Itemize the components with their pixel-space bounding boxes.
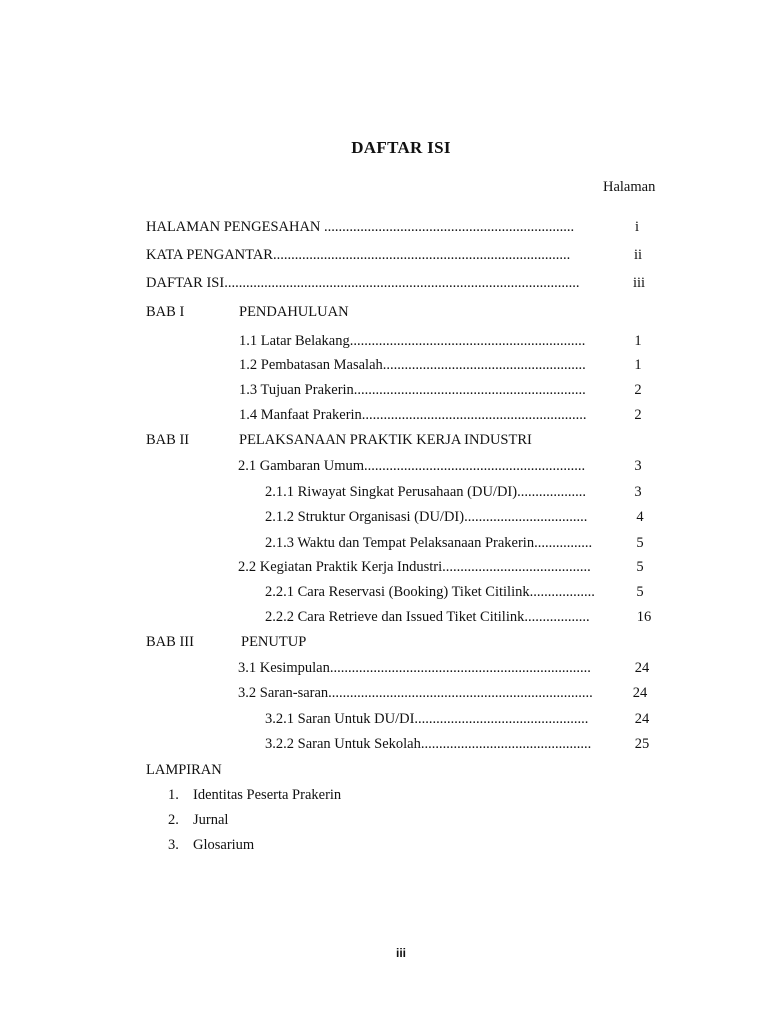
lampiran-item-text: Identitas Peserta Prakerin (193, 787, 342, 803)
toc-entry-page: ii (633, 247, 643, 263)
toc-entry-text: 2.2.2 Cara Retrieve dan Issued Tiket Citilink.................. (265, 609, 590, 625)
lampiran-item-number: 1. (168, 787, 179, 803)
page-title: DAFTAR ISI (351, 138, 451, 157)
toc-entry-text: DAFTAR ISI.................................................................................................. (146, 275, 580, 291)
toc-entry-text: 2.1.1 Riwayat Singkat Perusahaan (DU/DI)................... (265, 484, 586, 500)
toc-entry-page: 4 (636, 509, 644, 525)
toc-entry-page: 24 (632, 685, 648, 701)
toc-entry-text: KATA PENGANTAR.................................................................................. (146, 247, 571, 263)
toc-entry-page: 1 (634, 357, 642, 373)
toc-entry-page: 3 (634, 458, 642, 474)
toc-entry-page: 25 (634, 736, 650, 752)
toc-entry-text: 1.4 Manfaat Prakerin.............................................................. (239, 407, 587, 423)
toc-entry-page: 24 (634, 711, 650, 727)
toc-entry-page: 24 (634, 660, 650, 676)
toc-chapter-title: PENDAHULUAN (239, 304, 349, 320)
toc-entry-text: 3.2 Saran-saran......................................................................... (238, 685, 593, 701)
toc-chapter-number: BAB II (146, 432, 190, 448)
toc-entry-text: HALAMAN PENGESAHAN ..................................................................... (146, 219, 575, 235)
toc-entry-page: iii (632, 275, 646, 291)
toc-chapter-title: PELAKSANAAN PRAKTIK KERJA INDUSTRI (239, 432, 532, 448)
toc-entry-page: 2 (634, 407, 642, 423)
lampiran-item-number: 3. (168, 837, 179, 853)
toc-entry-page: 2 (634, 382, 642, 398)
toc-entry-page: 3 (634, 484, 642, 500)
toc-entry-text: 2.1.2 Struktur Organisasi (DU/DI).................................. (265, 509, 588, 525)
lampiran-item-text: Jurnal (193, 812, 229, 828)
toc-entry-page: 5 (636, 535, 644, 551)
toc-entry-text: 3.2.2 Saran Untuk Sekolah............................................... (265, 736, 592, 752)
toc-entry-page: 16 (636, 609, 652, 625)
toc-entry-text: 3.1 Kesimpulan........................................................................ (238, 660, 591, 676)
lampiran-item-number: 2. (168, 812, 179, 828)
toc-chapter-number: BAB I (146, 304, 185, 320)
toc-entry-text: 2.2.1 Cara Reservasi (Booking) Tiket Citilink.................. (265, 584, 595, 600)
halaman-column-label: Halaman (603, 179, 656, 195)
toc-chapter-number: BAB III (146, 634, 194, 650)
toc-entry-text: 1.3 Tujuan Prakerin................................................................ (239, 382, 586, 398)
toc-entry-page: 5 (636, 559, 644, 575)
lampiran-title: LAMPIRAN (146, 762, 222, 778)
toc-entry-text: 1.2 Pembatasan Masalah........................................................ (239, 357, 586, 373)
toc-entry-text: 2.1.3 Waktu dan Tempat Pelaksanaan Prakerin................ (265, 535, 593, 551)
lampiran-item-text: Glosarium (193, 837, 255, 853)
toc-entry-text: 2.2 Kegiatan Praktik Kerja Industri......................................... (238, 559, 591, 575)
toc-entry-page: 1 (634, 333, 642, 349)
toc-chapter-title: PENUTUP (241, 634, 307, 650)
toc-entry-page: i (634, 219, 640, 235)
page-number: iii (395, 946, 406, 960)
toc-entry-text: 1.1 Latar Belakang................................................................. (239, 333, 586, 349)
toc-entry-page: 5 (636, 584, 644, 600)
toc-entry-text: 2.1 Gambaran Umum............................................................. (238, 458, 586, 474)
toc-entry-text: 3.2.1 Saran Untuk DU/DI................................................ (265, 711, 589, 727)
